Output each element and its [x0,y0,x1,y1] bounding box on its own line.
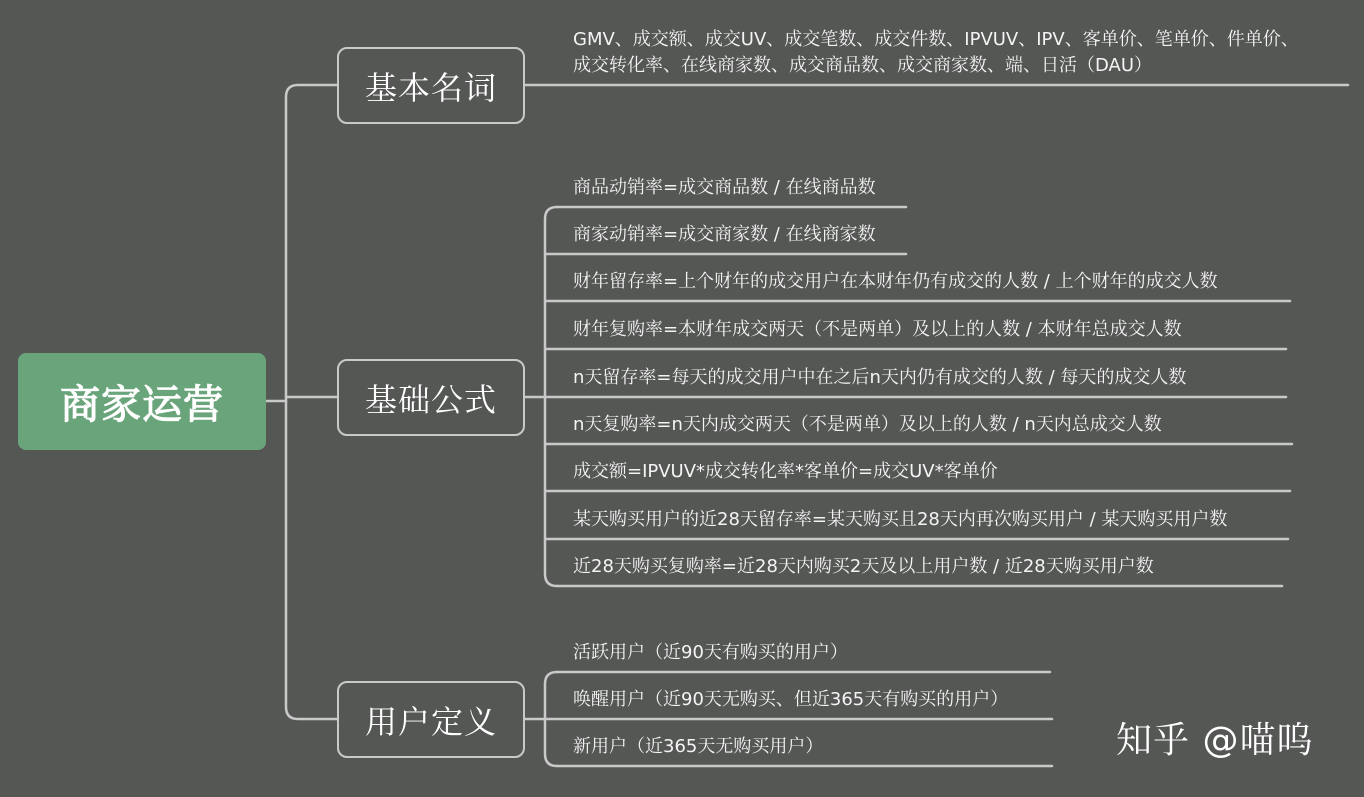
terms-line-1: GMV、成交额、成交UV、成交笔数、成交件数、IPVUV、IPV、客单价、笔单价、件单价、 [573,29,1299,50]
branch-basic-terms: 基本名词 [337,47,525,124]
formula-item: n天留存率=每天的成交用户中在之后n天内仍有成交的人数 / 每天的成交人数 [573,367,1187,388]
formula-item: 某天购买用户的近28天留存率=某天购买且28天内再次购买用户 / 某天购买用户数 [573,509,1228,530]
root-node: 商家运营 [18,353,266,450]
terms-line-2: 成交转化率、在线商家数、成交商品数、成交商家数、端、日活（DAU） [573,55,1153,76]
user-definition-item: 唤醒用户（近90天无购买、但近365天有购买的用户） [573,689,1009,710]
formula-item: n天复购率=n天内成交两天（不是两单）及以上的人数 / n天内总成交人数 [573,414,1162,435]
branch-basic-formulas: 基础公式 [337,359,525,436]
formula-item: 近28天购买复购率=近28天内购买2天及以上用户数 / 近28天购买用户数 [573,556,1154,577]
formula-item: 财年复购率=本财年成交两天（不是两单）及以上的人数 / 本财年总成交人数 [573,319,1182,340]
branch-user-definitions: 用户定义 [337,681,525,758]
formula-item: 商品动销率=成交商品数 / 在线商品数 [573,177,876,198]
user-definition-item: 新用户（近365天无购买用户） [573,736,824,757]
formula-item: 财年留存率=上个财年的成交用户在本财年仍有成交的人数 / 上个财年的成交人数 [573,271,1218,292]
connector-trunk [286,85,337,719]
zhihu-watermark: 知乎 @喵呜 [1116,720,1314,761]
formula-item: 商家动销率=成交商家数 / 在线商家数 [573,224,876,245]
user-definition-item: 活跃用户（近90天有购买的用户） [573,642,848,663]
formula-item: 成交额=IPVUV*成交转化率*客单价=成交UV*客单价 [573,461,998,482]
